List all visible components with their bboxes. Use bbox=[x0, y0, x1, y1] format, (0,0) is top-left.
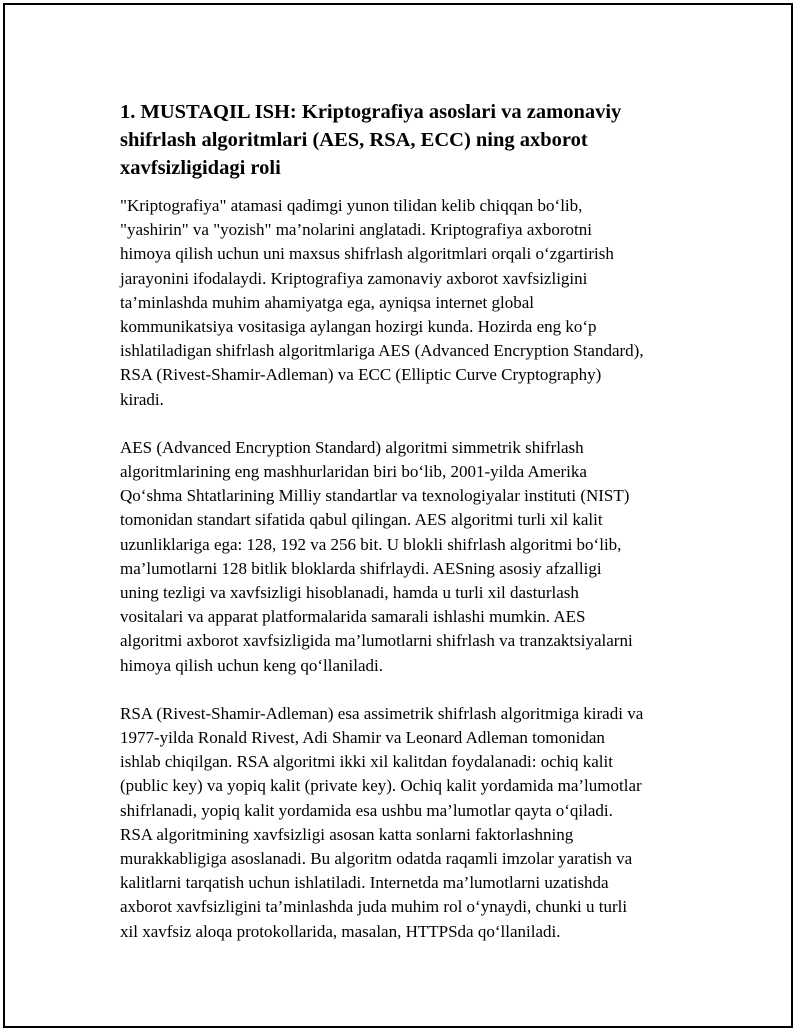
text-line: RSA algoritmining xavfsizligi asosan katta sonlarni faktorlashning bbox=[120, 824, 574, 844]
text-line: "yashirin" va "yozish" ma’nolarini anglatadi. Kriptografiya axborotni bbox=[120, 220, 592, 240]
paragraph-aes bbox=[120, 436, 700, 678]
title-line: xavfsizligidagi roli bbox=[120, 157, 281, 179]
text-line: himoya qilish uchun uni maxsus shifrlash algoritmlari orqali o‘zgartirish bbox=[120, 244, 614, 264]
text-line: kalitlarni tarqatish uchun ishlatiladi. Internetda ma’lumotlarni uzatishda bbox=[120, 873, 609, 893]
paragraph-rsa bbox=[120, 702, 700, 944]
text-line: ta’minlashda muhim ahamiyatga ega, ayniqsa internet global bbox=[120, 292, 535, 312]
text-line: algoritmi axborot xavfsizligida ma’lumotlarni shifrlash va tranzaktsiyalarni bbox=[120, 631, 633, 651]
text-line: RSA (Rivest-Shamir-Adleman) esa assimetrik shifrlash algoritmiga kiradi va bbox=[120, 703, 644, 723]
text-line: (public key) va yopiq kalit (private key). Ochiq kalit yordamida ma’lumotlar bbox=[120, 776, 642, 796]
text-line: vositalari va apparat platformalarida samarali ishlashi mumkin. AES bbox=[120, 607, 586, 627]
text-line: RSA (Rivest-Shamir-Adleman) va ECC (Elliptic Curve Cryptography) bbox=[120, 365, 602, 385]
text-line: Qo‘shma Shtatlarining Milliy standartlar va texnologiyalar instituti (NIST) bbox=[120, 486, 630, 506]
text-line: tomonidan standart sifatida qabul qilingan. AES algoritmi turli xil kalit bbox=[120, 510, 603, 530]
text-line: uning tezligi va xavfsizligi hisoblanadi, hamda u turli xil dasturlash bbox=[120, 583, 579, 603]
text-line: murakkabligiga asoslanadi. Bu algoritm odatda raqamli imzolar yaratish va bbox=[120, 849, 633, 869]
text-line: kommunikatsiya vositasiga aylangan hozirgi kunda. Hozirda eng ko‘p bbox=[120, 317, 597, 337]
text-line: himoya qilish uchun keng qo‘llaniladi. bbox=[120, 655, 383, 675]
text-line: ishlab chiqilgan. RSA algoritmi ikki xil kalitdan foydalanadi: ochiq kalit bbox=[120, 752, 613, 772]
title-line: shifrlash algoritmlari (AES, RSA, ECC) ning axborot bbox=[120, 129, 588, 151]
page-title bbox=[120, 98, 700, 182]
paragraph-intro bbox=[120, 194, 700, 412]
text-line: jarayonini ifodalaydi. Kriptografiya zamonaviy axborot xavfsizligini bbox=[120, 268, 588, 288]
text-line: algoritmlarining eng mashhurlaridan biri bo‘lib, 2001-yilda Amerika bbox=[120, 462, 587, 482]
text-line: uzunliklariga ega: 128, 192 va 256 bit. U blokli shifrlash algoritmi bo‘lib, bbox=[120, 534, 622, 554]
text-line: ishlatiladigan shifrlash algoritmlariga AES (Advanced Encryption Standard), bbox=[120, 341, 644, 361]
document-body bbox=[120, 98, 700, 968]
text-line: ma’lumotlarni 128 bitlik bloklarda shifrlaydi. AESning asosiy afzalligi bbox=[120, 558, 602, 578]
title-line: 1. MUSTAQIL ISH: Kriptografiya asoslari va zamonaviy bbox=[120, 101, 622, 123]
text-line: kiradi. bbox=[120, 389, 164, 409]
text-line: AES (Advanced Encryption Standard) algoritmi simmetrik shifrlash bbox=[120, 437, 584, 457]
text-line: 1977-yilda Ronald Rivest, Adi Shamir va Leonard Adleman tomonidan bbox=[120, 728, 605, 748]
text-line: xil xavfsiz aloqa protokollarida, masalan, HTTPSda qo‘llaniladi. bbox=[120, 921, 561, 941]
text-line: "Kriptografiya" atamasi qadimgi yunon tilidan kelib chiqqan bo‘lib, bbox=[120, 196, 583, 215]
page-frame bbox=[3, 3, 793, 1028]
text-line: axborot xavfsizligini ta’minlashda juda muhim rol o‘ynaydi, chunki u turli bbox=[120, 897, 628, 917]
text-line: shifrlanadi, yopiq kalit yordamida esa ushbu ma’lumotlar qayta o‘qiladi. bbox=[120, 800, 613, 820]
